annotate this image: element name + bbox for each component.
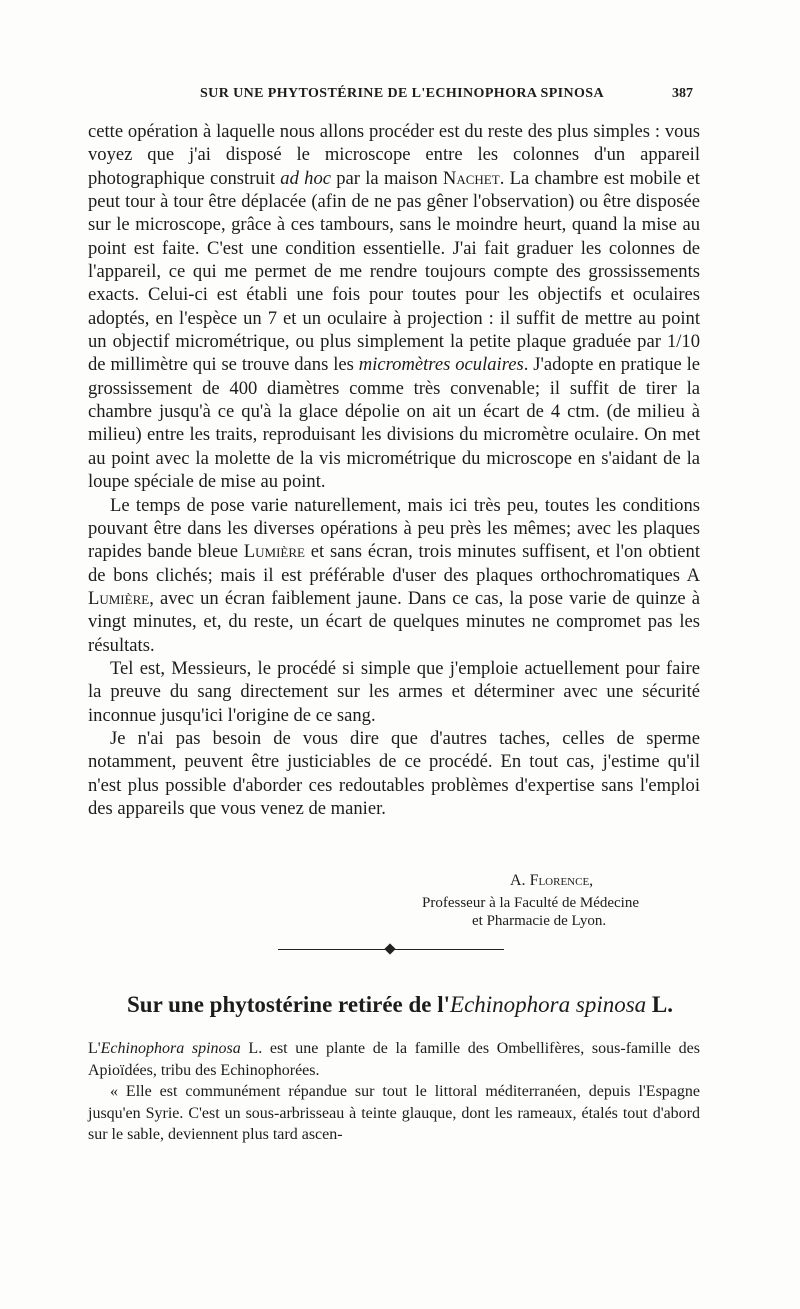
author-title: Professeur à la Faculté de Médecine — [422, 895, 639, 911]
section-paragraph-1: L'Echinophora spinosa L. est une plante de la famille des Ombellifères, sous-famille des Apioïdées, tribu des Echinophorées. — [88, 1040, 700, 1079]
divider-rule-right — [394, 949, 504, 950]
paragraph-2: Le temps de pose varie naturellement, mais ici très peu, toutes les conditions pouvant être dans les diverses opérations à peu près les mêmes; avec les plaques rapides bande bleue Lumière et sans écran, trois minutes suffisent, et l'on obtient de bons clichés; mais il est préférable d'user des plaques orthochromatiques A Lumière, avec un écran faiblement jaune. Dans ce cas, la pose varie de quinze à vingt minutes, et, du reste, un écart de quelques minutes ne compromet pas les résultats. — [88, 494, 700, 656]
running-head: SUR UNE PHYTOSTÉRINE DE L'ECHINOPHORA SPINOSA — [200, 86, 604, 101]
section-title: Sur une phytostérine retirée de l'Echinophora spinosa L. — [126, 992, 674, 1017]
article-body — [88, 120, 700, 820]
section-paragraph-2: « Elle est communément répandue sur tout le littoral méditerranéen, depuis l'Espagne jusqu'en Syrie. C'est un sous-arbrisseau à teinte glauque, dont les rameaux, étalés tout d'abord sur le sable, deviennent plus tard ascen- — [88, 1083, 700, 1144]
paragraph-3: Tel est, Messieurs, le procédé si simple que j'emploie actuellement pour faire la preuve du sang directement sur les armes et déterminer avec une sécurité inconnue jusqu'ici l'origine de ce sang. — [88, 657, 700, 726]
signature-block — [420, 872, 702, 930]
page-number: 387 — [672, 86, 693, 101]
author-affiliation: et Pharmacie de Lyon. — [472, 913, 607, 929]
divider-rule-left — [278, 949, 388, 950]
section-body — [88, 1038, 700, 1146]
paragraph-1: cette opération à laquelle nous allons procéder est du reste des plus simples : vous voyez que j'ai disposé le microscope entre les colonnes d'un appareil photographique construit ad hoc par la maison Nachet. La chambre est mobile et peut tour à tour être déplacée (afin de ne pas gêner l'observation) ou être disposée sur le microscope, grâce à ces tambours, sans le moindre heurt, quand la mise au point est faite. C'est une condition essentielle. J'ai fait graduer les colonnes de l'appareil, ce qui me permet de me rendre toujours compte des grossissements exacts. Celui-ci est établi une fois pour toutes pour les objectifs et oculaires adoptés, en l'espèce un 7 et un oculaire à projection : il suffit de mettre au point un objectif micrométrique, ou plus simplement la petite plaque graduée par 1/10 de millimètre qui se trouve dans les micromètres oculaires. J'adopte en pratique le grossissement de 400 diamètres comme très convenable; il suffit de tirer la chambre jusqu'à ce qu'à la glace dépolie on ait un écart de 4 ctm. (de milieu à milieu) entre les traits, reproduisant les divisions du micromètre oculaire. On met au point avec la molette de la vis micrométrique du microscope en s'aidant de la loupe spéciale de mise au point. — [88, 121, 701, 493]
author-name: A. Florence, — [510, 872, 594, 889]
section-divider-ornament — [278, 944, 504, 956]
paragraph-4: Je n'ai pas besoin de vous dire que d'autres taches, celles de sperme notamment, peuvent être justiciables de ce procédé. En tout cas, j'estime qu'il n'est plus possible d'aborder ces redoutables problèmes d'expertise sans l'emploi des appareils que vous venez de manier. — [88, 727, 700, 819]
